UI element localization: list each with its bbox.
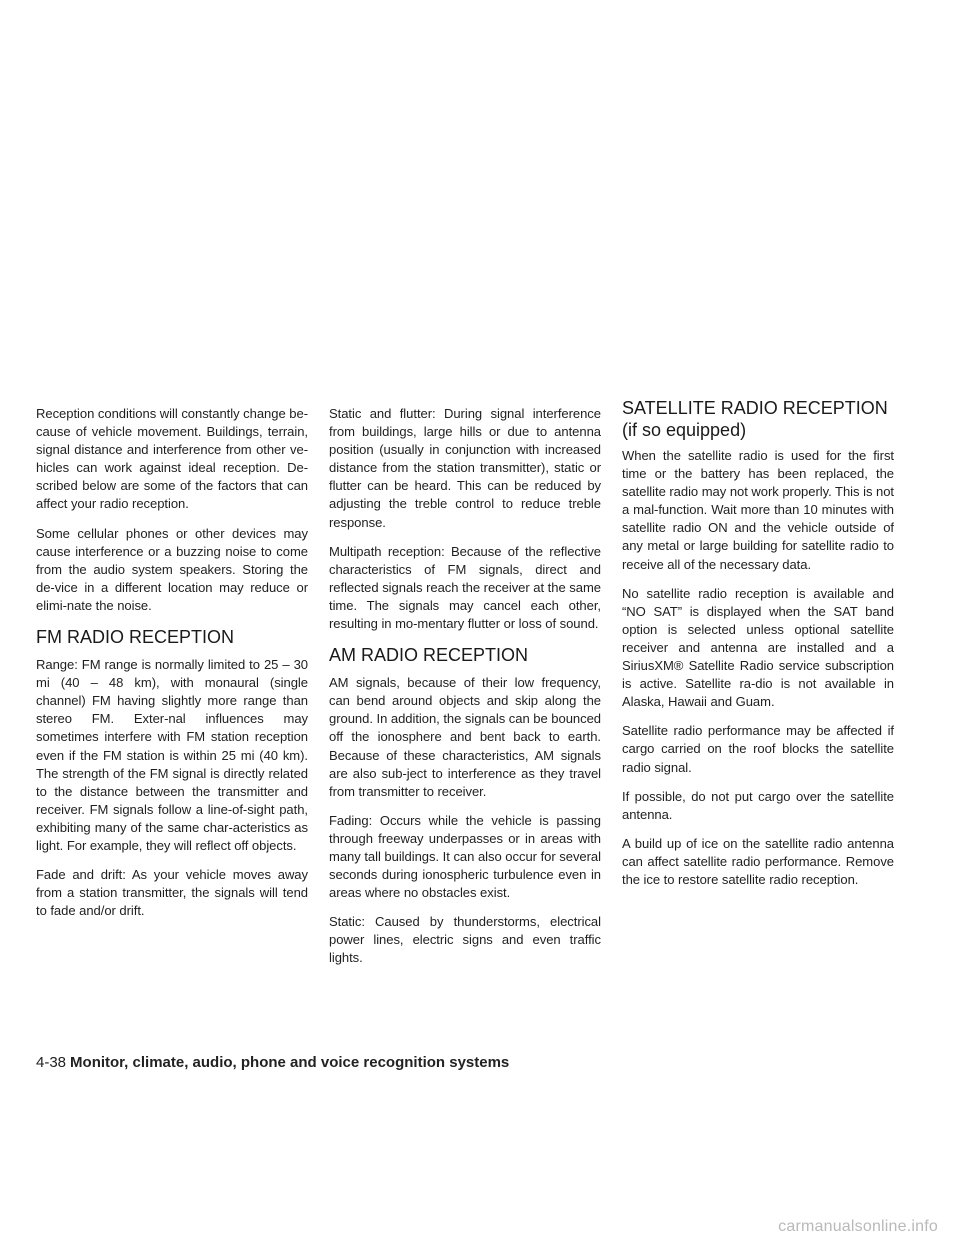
satellite-ice-paragraph: A build up of ice on the satellite radio antenna can affect satellite radio performance. Remove the ice to restore satellite radio reception.	[622, 835, 894, 887]
column-middle	[329, 405, 601, 979]
am-fading-paragraph: Fading: Occurs while the vehicle is passing through freeway underpasses or in areas with many tall buildings. It can also occur for several seconds during ionospheric turbulence even in areas where no obstacles exist.	[329, 812, 601, 901]
am-static-paragraph: Static: Caused by thunderstorms, electrical power lines, electric signs and even traffic lights.	[329, 914, 601, 966]
static-flutter-paragraph: Static and flutter: During signal interference from buildings, large hills or due to antenna position (usually in conjunction with increased distance from the station transmitter), static or flutter can be heard. This can be reduced by adjusting the treble control to reduce treble response.	[329, 406, 601, 530]
page-number: 4-38	[36, 1054, 67, 1071]
am-signals-paragraph: AM signals, because of their low frequency, can bend around objects and skip along the ground. In addition, the signals can be bounced off the ionosphere and bent back to earth. Because of these characteristics, AM signals are also sub-ject to interference as they travel from transmitter to receiver.	[329, 675, 601, 799]
fm-range-paragraph: Range: FM range is normally limited to 25 – 30 mi (40 – 48 km), with monaural (single channel) FM having slightly more range than stereo FM. Exter-nal influences may sometimes interfere with FM station reception even if the FM station is within 25 mi (40 km). The strength of the FM signal is directly related to the distance between the transmitter and receiver. FM signals follow a line-of-sight path, exhibiting many of the same char-acteristics as light. For example, they will reflect off objects.	[36, 657, 308, 853]
column-right	[622, 397, 894, 900]
section-title: Monitor, climate, audio, phone and voice recognition systems	[70, 1054, 510, 1071]
multipath-paragraph: Multipath reception: Because of the reflective characteristics of FM signals, direct and reflected signals reach the receiver at the same time. The signals may cancel each other, resulting in mo-mentary flutter or loss of sound.	[329, 543, 601, 632]
satellite-reception-heading: SATELLITE RADIO RECEPTION (if so equipped)	[622, 398, 888, 440]
intro-paragraph: Reception conditions will constantly change be-cause of vehicle movement. Buildings, terrain, signal distance and interference from other ve-hicles can work against ideal reception. De-scribed below are some of the factors that can affect your radio reception.	[36, 406, 308, 512]
satellite-first-use-paragraph: When the satellite radio is used for the first time or the battery has been replaced, the satellite radio may not work properly. This is not a mal-function. Wait more than 10 minutes with satellite radio ON and the vehicle outside of any metal or large building for satellite radio to receive all of the necessary data.	[622, 448, 894, 572]
fm-fade-drift-paragraph: Fade and drift: As your vehicle moves away from a station transmitter, the signals will tend to fade and/or drift.	[36, 867, 308, 919]
am-reception-heading: AM RADIO RECEPTION	[329, 645, 529, 666]
watermark: carmanualsonline.info	[778, 1218, 938, 1235]
cellular-interference-paragraph: Some cellular phones or other devices may cause interference or a buzzing noise to come from the audio system speakers. Storing the de-vice in a different location may reduce or elimi-nate the noise.	[36, 525, 308, 613]
column-left	[36, 405, 308, 931]
satellite-cargo-antenna-paragraph: If possible, do not put cargo over the satellite antenna.	[622, 788, 894, 822]
satellite-cargo-paragraph: Satellite radio performance may be affected if cargo carried on the roof blocks the satellite radio signal.	[622, 723, 894, 775]
fm-reception-heading: FM RADIO RECEPTION	[36, 627, 235, 648]
page-footer	[36, 1054, 509, 1071]
satellite-no-sat-paragraph: No satellite radio reception is available and “NO SAT” is displayed when the SAT band option is selected unless optional satellite receiver and antenna are installed and a SiriusXM® Satellite Radio service subscription is active. Satellite ra-dio is not available in Alaska, Hawaii and Guam.	[622, 585, 894, 710]
